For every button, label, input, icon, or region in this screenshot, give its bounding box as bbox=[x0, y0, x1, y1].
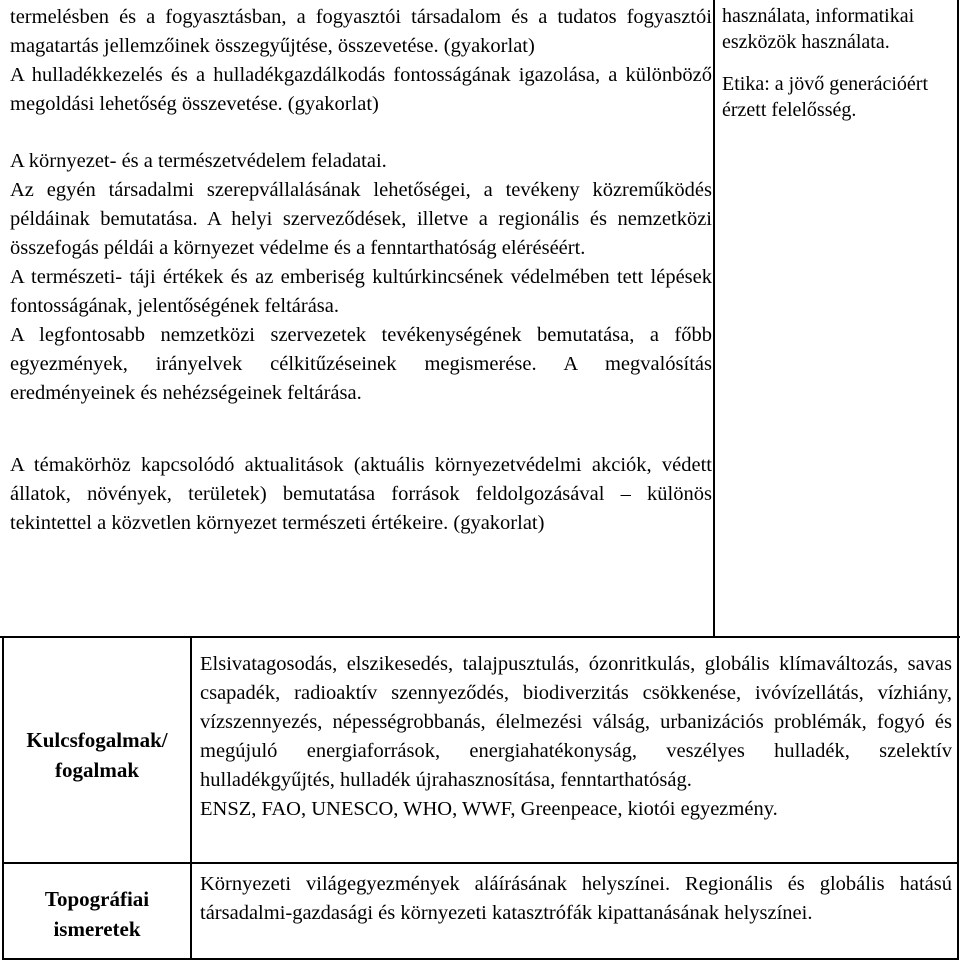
topography-cell bbox=[200, 870, 952, 928]
paragraph-social-role: Az egyén társadalmi szerepvállalásának lehetőségei, a tevékeny közreműködés példáinak bemutatása. A helyi szerveződések, illetve a regionális és nemzetközi összefogás példái a környezet védelme és a fenntarthatóság eléréséért. bbox=[10, 179, 712, 259]
main-content-column bbox=[10, 3, 712, 538]
key-concepts-cell bbox=[200, 650, 952, 824]
topography-text: Környezeti világegyezmények aláírásának helyszínei. Regionális és globális hatású társadalmi-gazdasági és környezeti katasztrófák kipattanásának helyszínei. bbox=[200, 873, 952, 924]
key-organizations-text: ENSZ, FAO, UNESCO, WHO, WWF, Greenpeace, kiotói egyezmény. bbox=[200, 798, 778, 820]
paragraph-consumer-society: termelésben és a fogyasztásban, a fogyasztói társadalom és a tudatos fogyasztói magatartás jellemzőinek összegyűjtése, összevetése. (gyakorlat) bbox=[10, 6, 712, 57]
paragraph-protection-tasks: A környezet- és a természetvédelem feladatai. bbox=[10, 150, 387, 172]
label-column-divider bbox=[190, 638, 192, 960]
row-divider bbox=[2, 862, 959, 864]
table-border-right bbox=[957, 0, 959, 960]
key-concepts-label: Kulcsfogalmak/ fogalmak bbox=[26, 728, 168, 782]
key-concepts-text: Elsivatagosodás, elszikesedés, talajpusztulás, ózonritkulás, globális klímaváltozás, savas csapadék, radioaktív szennyeződés, biodiverzitás csökkenése, ivóvízellátás, vízhiány, vízszennyezés, népességrobbanás, élelmezési válság, urbanizációs problémák, fogyó és megújuló energiaforrások, energiahatékonyság, veszélyes hulladék, szelektív hulladékgyűjtés, hulladék újrahasznosítása, fenntarthatóság. bbox=[200, 653, 952, 791]
topography-label: Topográfiai ismeretek bbox=[44, 887, 150, 941]
paragraph-waste-management: A hulladékkezelés és a hulladékgazdálkodás fontosságának igazolása, a különböző megoldási lehetőség összevetése. (gyakorlat) bbox=[10, 64, 712, 115]
paragraph-international-organizations: A legfontosabb nemzetközi szervezetek tevékenységének bemutatása, a főbb egyezmények, irányelvek célkitűzéseinek megismerése. A megvalósítás eredményeinek és nehézségeinek feltárása. bbox=[10, 324, 712, 404]
paragraph-natural-values: A természeti- táji értékek és az emberiség kultúrkincsének védelmében tett lépések fontosságának, jelentőségének feltárása. bbox=[10, 266, 712, 317]
side-note-it-tools: használata, informatikai eszközök használata. bbox=[722, 5, 915, 53]
column-divider bbox=[713, 0, 715, 638]
side-notes-column bbox=[722, 3, 952, 123]
paragraph-current-topics: A témakörhöz kapcsolódó aktualitások (aktuális környezetvédelmi akciók, védett állatok, növények, területek) bemutatása források feldolgozásával – különös tekintettel a közvetlen környezet természeti értékeire. (gyakorlat) bbox=[10, 454, 712, 534]
side-note-ethics: Etika: a jövő generációért érzett felelősség. bbox=[722, 73, 929, 121]
